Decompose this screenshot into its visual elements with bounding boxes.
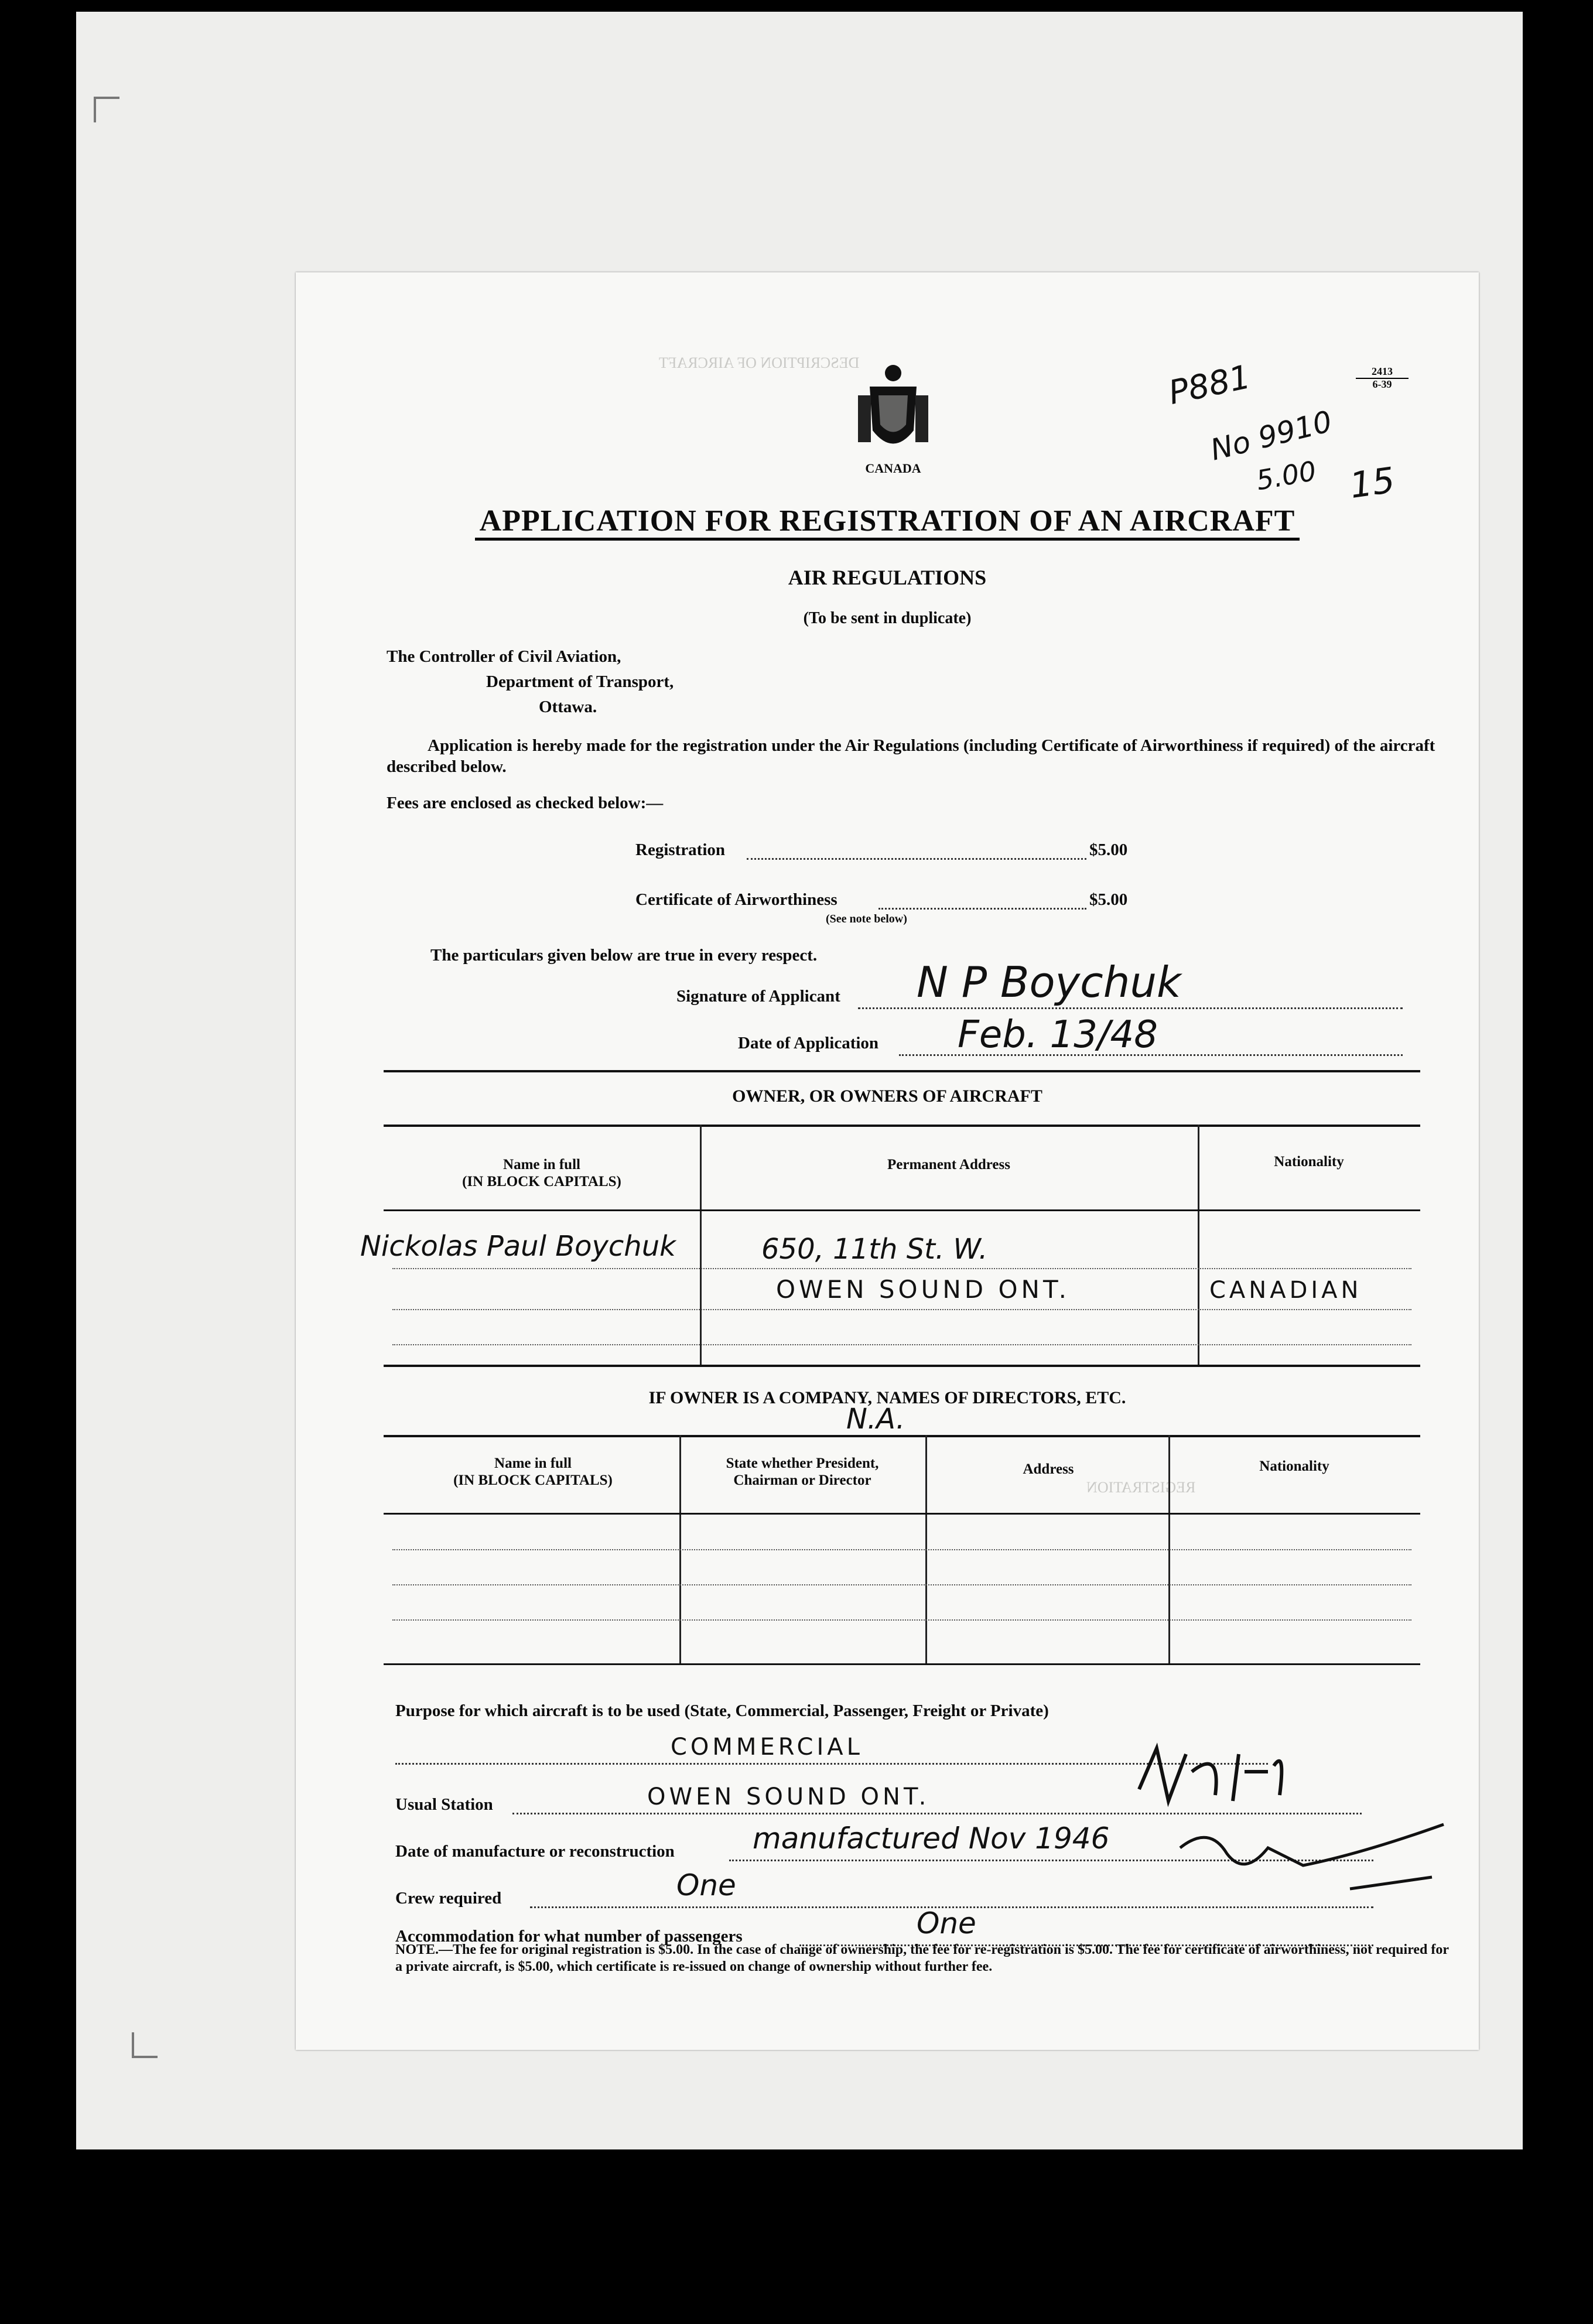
signature-label: Signature of Applicant [676, 987, 840, 1006]
directors-heading: IF OWNER IS A COMPANY, NAMES OF DIRECTORS, ETC. [648, 1388, 1126, 1407]
table-rule [384, 1513, 1420, 1515]
section-rule [384, 1070, 1420, 1072]
section-rule [384, 1365, 1420, 1367]
fee-amount: $5.00 [1089, 840, 1128, 859]
form-title: APPLICATION FOR REGISTRATION OF AN AIRCRAFT [296, 504, 1479, 538]
column-header: Address [1023, 1461, 1074, 1477]
coat-of-arms-icon [852, 360, 934, 463]
row-line [392, 1309, 1411, 1310]
station-label: Usual Station [395, 1795, 493, 1814]
owner-address-line: OWEN SOUND ONT. [776, 1275, 1070, 1304]
table-rule [384, 1663, 1420, 1665]
table-rule [384, 1209, 1420, 1211]
footnote: NOTE.—The fee for original registration is $5.00. In the case of change of ownership, the fee for re-registration is $5.00. The fee for certificate of airworthiness, not required for a private aircraft, is $5.00, which certificate is re-issued on change of ownership without further fee. [395, 1942, 1449, 1974]
margin-note: P881 [1165, 358, 1254, 412]
column-divider [700, 1125, 702, 1365]
column-header: Nationality [1274, 1154, 1344, 1170]
signature-value: N P Boychuk [917, 958, 1181, 1007]
addressee-line: Department of Transport, [486, 672, 674, 691]
date-label: Date of Application [738, 1034, 879, 1052]
fee-note: (See note below) [826, 912, 907, 925]
margin-note: No 9910 [1207, 404, 1336, 467]
purpose-value: COMMERCIAL [671, 1734, 863, 1761]
addressee-line: The Controller of Civil Aviation, [387, 647, 621, 666]
row-line [392, 1584, 1411, 1585]
column-header: Permanent Address [887, 1157, 1010, 1173]
form-instruction: (To be sent in duplicate) [803, 609, 972, 627]
station-value: OWEN SOUND ONT. [647, 1783, 930, 1810]
bleed-through-text: REGISTRATION [1086, 1479, 1196, 1496]
fee-label: Registration [635, 840, 726, 859]
owners-heading: OWNER, OR OWNERS OF AIRCRAFT [732, 1086, 1042, 1106]
bleed-through-text: DESCRIPTION OF AIRCRAFT [659, 354, 860, 371]
application-text: Application is hereby made for the registration under the Air Regulations (including Certificate of Airworthiness if required) of the aircraft described below. [387, 736, 1435, 777]
declaration: The particulars given below are true in every respect. [430, 946, 818, 965]
row-line [392, 1344, 1411, 1345]
initials-scrawl [1127, 1737, 1455, 1906]
margin-note: 15 [1347, 460, 1397, 507]
owner-address-line: 650, 11th St. W. [761, 1233, 988, 1266]
manufacture-label: Date of manufacture or reconstruction [395, 1842, 675, 1861]
column-header: Nationality [1259, 1458, 1329, 1474]
column-divider [1198, 1125, 1199, 1365]
directors-mark: N.A. [846, 1403, 905, 1436]
application-form [296, 272, 1479, 2050]
purpose-label: Purpose for which aircraft is to be used (State, Commercial, Passenger, Freight or Private) [395, 1701, 1049, 1720]
fill-line [747, 858, 1086, 860]
date-value: Feb. 13/48 [958, 1013, 1158, 1057]
passengers-value: One [917, 1906, 976, 1940]
fees-label: Fees are enclosed as checked below:— [387, 794, 664, 812]
form-subtitle: AIR REGULATIONS [788, 566, 987, 589]
table-rule [384, 1125, 1420, 1127]
crew-value: One [676, 1868, 736, 1902]
column-header: Name in full (IN BLOCK CAPITALS) [462, 1157, 621, 1190]
row-line [392, 1619, 1411, 1621]
manufacture-value: manufactured Nov 1946 [753, 1821, 1110, 1855]
crop-mark [132, 2032, 158, 2058]
fill-line [878, 908, 1086, 910]
margin-note: 5.00 [1254, 454, 1319, 497]
fee-label: Certificate of Airworthiness [635, 890, 837, 909]
passengers-label: Accommodation for what number of passengers [395, 1927, 743, 1946]
column-header: Name in full (IN BLOCK CAPITALS) [453, 1455, 613, 1488]
table-rule [384, 1435, 1420, 1437]
row-line [392, 1549, 1411, 1550]
row-line [392, 1268, 1411, 1269]
form-number: 2413 6-39 [1356, 366, 1409, 391]
column-header: State whether President, Chairman or Director [726, 1455, 879, 1488]
addressee-line: Ottawa. [539, 698, 597, 716]
owner-nationality: CANADIAN [1209, 1277, 1362, 1304]
seal-caption: CANADA [865, 461, 921, 476]
crop-mark [94, 97, 119, 122]
signature-line [858, 1007, 1403, 1009]
crew-label: Crew required [395, 1889, 502, 1908]
fee-amount: $5.00 [1089, 890, 1128, 909]
owner-name: Nickolas Paul Boychuk [360, 1230, 676, 1263]
